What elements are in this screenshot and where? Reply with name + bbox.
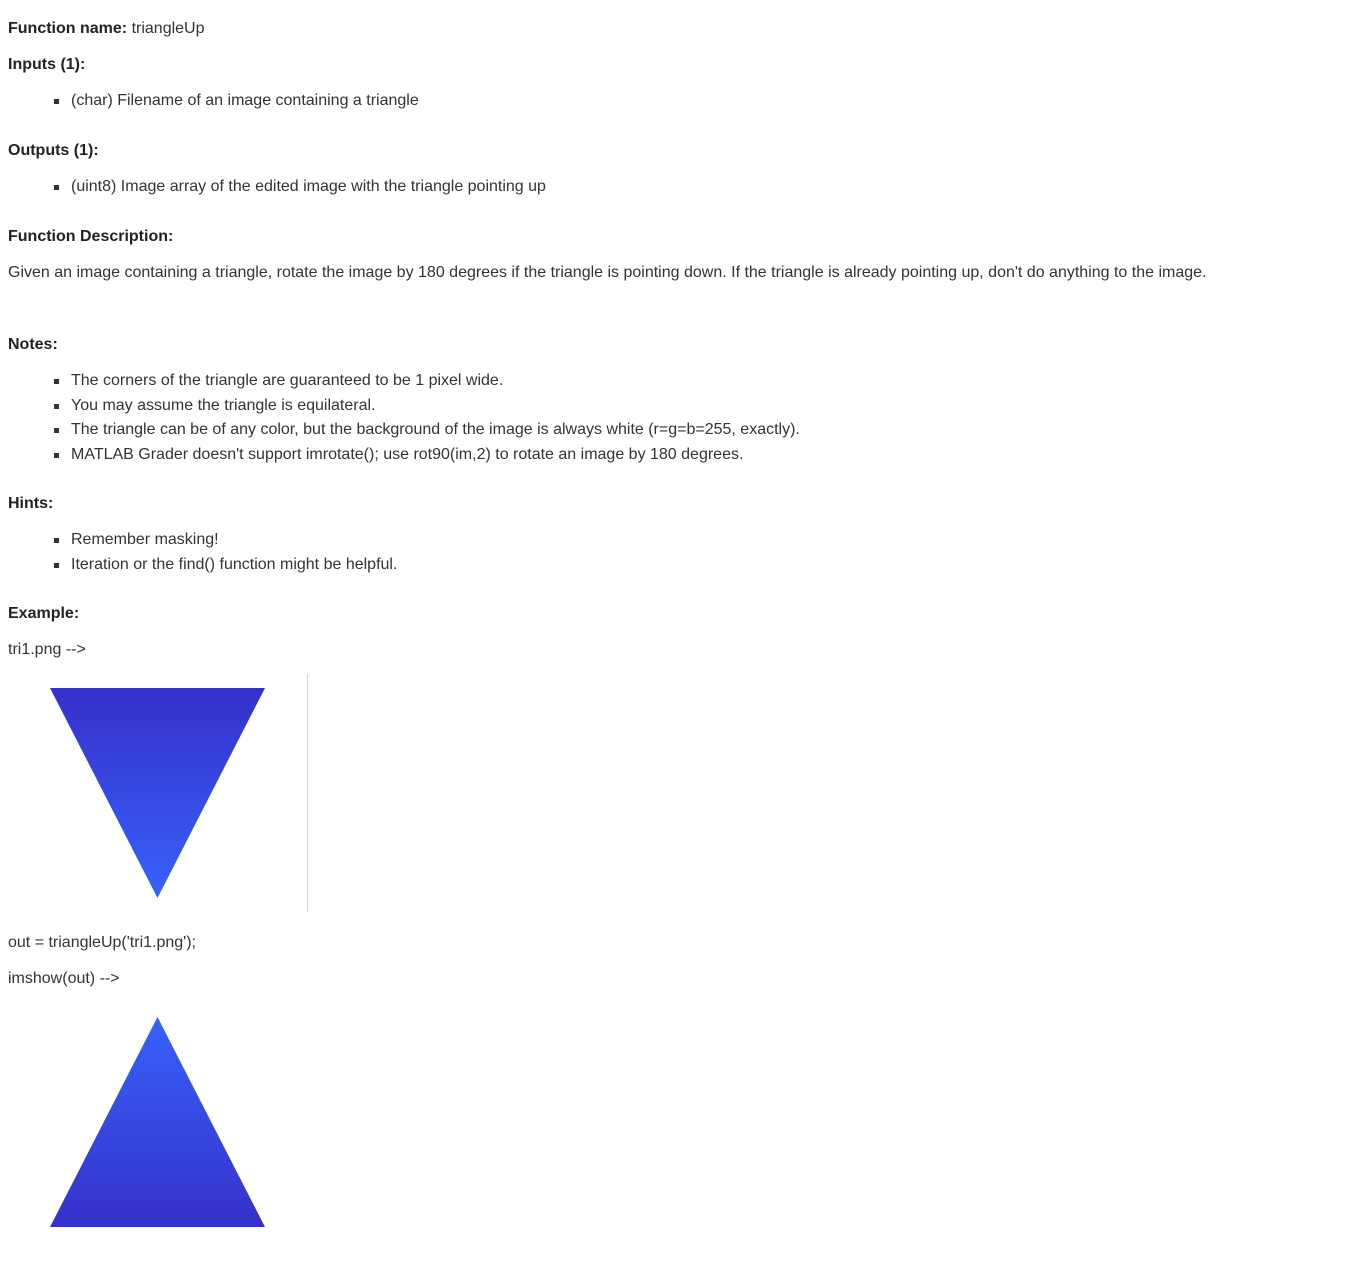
description-text: Given an image containing a triangle, rotate the image by 180 degrees if the triangle is pointing down. If the triangle is already pointing up, don't do anything to the image. <box>8 264 1207 281</box>
inputs-heading: Inputs (1): <box>8 56 86 73</box>
list-item: MATLAB Grader doesn't support imrotate(); use rot90(im,2) to rotate an image by 180 degrees. <box>71 443 800 468</box>
outputs-list <box>0 175 546 200</box>
example-heading: Example: <box>8 605 80 622</box>
list-item: Remember masking! <box>71 528 397 553</box>
notes-list <box>0 369 800 467</box>
list-item: (char) Filename of an image containing a triangle <box>71 89 419 114</box>
list-item: (uint8) Image array of the edited image with the triangle pointing up <box>71 175 546 200</box>
list-item: You may assume the triangle is equilateral. <box>71 394 800 419</box>
up-triangle-shape <box>50 1017 265 1227</box>
description-heading: Function Description: <box>8 228 174 245</box>
list-item: Iteration or the find() function might be helpful. <box>71 553 397 578</box>
image-divider <box>307 674 308 912</box>
function-name-label: Function name: <box>8 20 128 37</box>
outputs-heading: Outputs (1): <box>8 142 99 159</box>
example-call: out = triangleUp('tri1.png'); <box>8 934 196 951</box>
hints-list <box>0 528 397 577</box>
output-triangle-image <box>50 1017 266 1229</box>
notes-heading: Notes: <box>8 336 58 353</box>
function-name-value: triangleUp <box>131 20 205 37</box>
example-output-caption: imshow(out) --> <box>8 970 120 987</box>
function-name-row <box>8 19 205 39</box>
hints-heading: Hints: <box>8 495 54 512</box>
input-triangle-image <box>50 688 266 900</box>
list-item: The triangle can be of any color, but the background of the image is always white (r=g=b=255, exactly). <box>71 418 800 443</box>
inputs-list <box>0 89 419 114</box>
list-item: The corners of the triangle are guaranteed to be 1 pixel wide. <box>71 369 800 394</box>
example-input-caption: tri1.png --> <box>8 641 86 658</box>
down-triangle-shape <box>50 688 265 898</box>
